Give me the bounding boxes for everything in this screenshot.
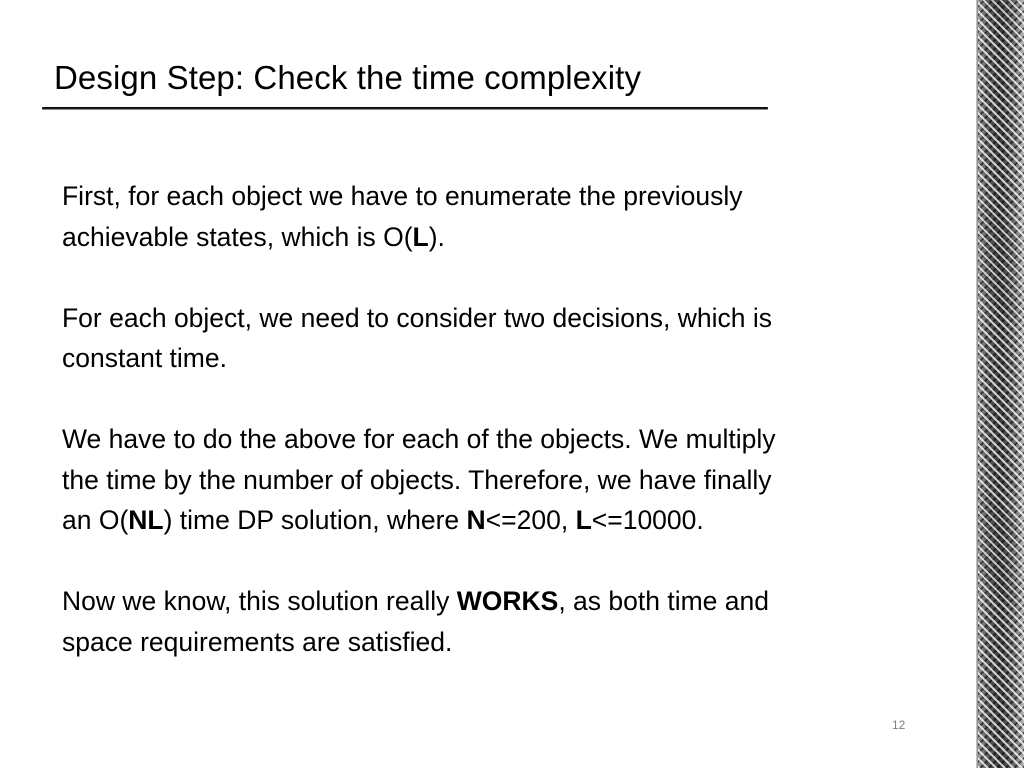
title-underline — [42, 107, 768, 110]
text-run: ) time DP solution, where — [163, 505, 467, 535]
paragraph-solution-works — [62, 581, 942, 662]
paragraph-multiply-objects — [62, 419, 942, 541]
text-line: the time by the number of objects. Therefore, we have finally — [62, 464, 772, 495]
slide-title: Design Step: Check the time complexity — [54, 59, 642, 96]
decorative-side-strip — [978, 0, 1024, 768]
text-run: <=200, — [485, 505, 576, 535]
text-run: ). — [428, 221, 445, 252]
paragraph-two-decisions — [62, 298, 942, 379]
text-line: constant time. — [62, 343, 227, 373]
slide-body — [62, 176, 942, 703]
text-line — [62, 500, 942, 541]
bold-variable-nl: NL — [128, 505, 164, 535]
text-run: <=10000. — [591, 505, 704, 535]
text-line: space requirements are satisfied. — [62, 626, 453, 657]
text-line — [62, 581, 942, 622]
paragraph-enumerate-states — [62, 176, 942, 257]
page-number: 12 — [892, 718, 906, 732]
text-line: We have to do the above for each of the objects. We multiply — [62, 424, 776, 454]
bold-works: WORKS — [456, 586, 559, 616]
text-run: , as both time and — [558, 586, 769, 616]
text-run: achievable states, which is O( — [62, 221, 413, 252]
text-line: First, for each object we have to enumerate the previously — [62, 181, 743, 211]
bold-variable-l: L — [575, 505, 592, 535]
text-line — [62, 217, 942, 258]
text-run: an O( — [62, 505, 129, 535]
text-line: For each object, we need to consider two decisions, which is — [62, 302, 772, 333]
bold-variable-l: L — [412, 221, 429, 252]
text-run: Now we know, this solution really — [62, 586, 457, 616]
bold-variable-n: N — [466, 505, 486, 535]
